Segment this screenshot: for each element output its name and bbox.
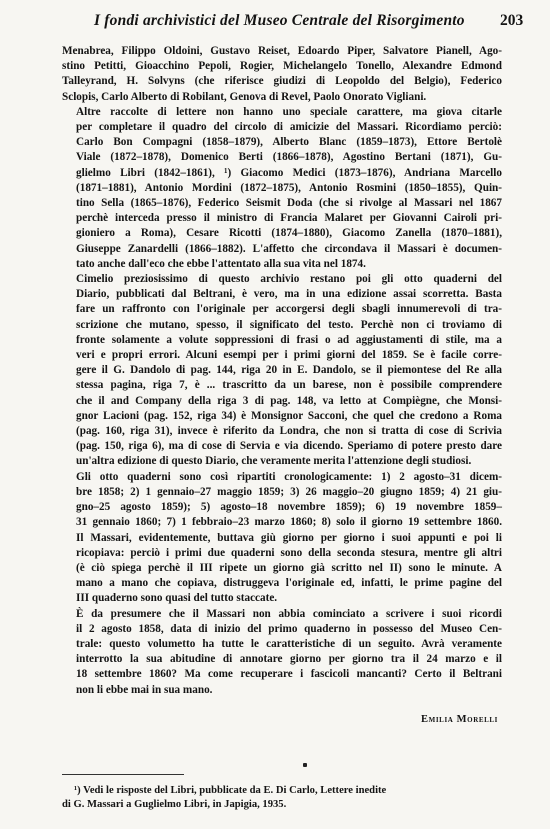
text-line: Menabrea, Filippo Oldoini, Gustavo Reiset, Edoardo Piper, Salvatore Pianell, Ago- [62, 45, 502, 57]
text-line: III quaderno sono quasi del tutto staccate. [76, 592, 278, 605]
text-line: È da presumere che il Massari non abbia cominciato a scrivere i suoi ricordi [76, 607, 502, 620]
text-line: mano a mano che copiava, distruggeva l'originale ed, infatti, le prime pagine del [76, 577, 502, 590]
text-line: tato anche dall'eco che ebbe l'attentato alla sua vita nel 1874. [76, 257, 366, 270]
text-line: Giuseppe Zanardelli (1866–1882). L'affetto che circondava il Massari è documen- [76, 242, 502, 255]
text-line: glielmo Libri (1842–1861), ¹) Giacomo Medici (1873–1876), Andriana Marcello [76, 166, 502, 179]
ink-dot [303, 763, 307, 767]
text-line: trale: questo volumetto ha tutte le caratteristiche di un seguito. Avrà veramente [76, 637, 502, 650]
footnote [62, 784, 502, 813]
text-line: Talleyrand, H. Solvyns (che riferisce giudizi di Leopoldo del Belgio), Federico [62, 75, 502, 88]
text-line: Diario, pubblicati dal Beltrani, è vero, ma in una edizione assai scorretta. Basta [76, 288, 502, 301]
text-line: fare un raffronto con l'originale per accorgersi degli sbagli innumerevoli di tra- [76, 303, 502, 316]
text-line: (è ciò spiega perchè il III ripete un giorno già scritto nel II) sono le minute. A [76, 561, 502, 574]
text-line: 18 settembre 1860? Ma come recuperare i fascicoli mancanti? Certo il Beltrani [76, 668, 502, 681]
running-title: I fondi archivistici del Museo Centrale del Risorgimento [94, 12, 465, 29]
page-number: 203 [500, 12, 524, 29]
text-line: non li ebbe mai in sua mano. [76, 683, 213, 696]
text-line: gno–25 agosto 1859); 5) agosto–18 novembre 1859); 6) 19 novembre 1859– [76, 501, 502, 514]
footnote-line: ¹) Vedi le risposte del Libri, pubblicate da E. Di Carlo, Lettere inedite [74, 785, 387, 796]
paragraph [62, 272, 502, 470]
paragraph [62, 607, 502, 698]
text-line: interrotto la sua abitudine di annotare giorno per giorno tra il 24 marzo e il [76, 653, 502, 666]
paragraph [62, 105, 502, 272]
text-line: stessa pagina, riga 7, è ... trascritto da un barese, non è possibile comprendere [76, 379, 502, 392]
text-line: 31 gennaio 1860; 7) 1 febbraio–23 marzo 1860; 8) solo il giorno 19 settembre 1860. [76, 516, 502, 529]
page-header [0, 12, 550, 32]
text-line: bre 1858; 2) 1 gennaio–27 maggio 1859; 3) 26 maggio–20 giugno 1859; 4) 21 giu- [76, 485, 502, 498]
text-line: Viale (1872–1878), Domenico Berti (1866–1878), Agostino Bertani (1871), Gu- [76, 151, 502, 164]
text-line: un'altra edizione di questo Diario, che veramente merita l'attenzione degli studiosi. [76, 455, 472, 468]
text-line: il 2 agosto 1858, data di inizio del primo quaderno in possesso del Museo Cen- [76, 622, 502, 635]
text-line: Sclopis, Carlo Alberto di Robilant, Genova di Revel, Paolo Onorato Vigliani. [62, 90, 427, 103]
text-line: ricopiava: perciò i primi due quaderni sono della seconda stesura, mentre gli altri [76, 546, 502, 559]
text-line: gnor Lacioni (pag. 152, riga 34) è Monsignor Sacconi, che quel che credono a Roma [76, 409, 502, 422]
text-line: che il and Company della riga 3 di pag. 148, va letto at Compiègne, che Monsi- [76, 394, 502, 407]
text-line: per completare il quadro del circolo di amicizie del Massari. Ricordiamo perciò: [76, 121, 502, 134]
paragraph [62, 470, 502, 607]
text-line: Cimelio preziosissimo di questo archivio restano poi gli otto quaderni del [76, 273, 502, 286]
text-line: (1871–1881), Antonio Mordini (1872–1875), Antonio Rosmini (1850–1855), Quin- [76, 181, 502, 194]
text-line: scrizione che mutano, spesso, il significato del testo. Perchè non ci troviamo di [76, 318, 502, 331]
text-line: Carlo Bon Compagni (1858–1879), Alberto Blanc (1859–1873), Ettore Bertolè [76, 136, 502, 149]
paragraph [62, 44, 502, 105]
text-line: fronte solamente a volute soppressioni di frasi o ad aggiustamenti di stile, ma a [76, 333, 502, 346]
text-line: tino Sella (1865–1876), Federico Seismit Doda (che si rivolge al Massari nel 1867 [76, 197, 502, 210]
text-line: perchè interceda presso il ministro di Francia Malaret per Giovanni Cairoli pri- [76, 212, 502, 225]
text-line: Gli otto quaderni sono così ripartiti cronologicamente: 1) 2 agosto–31 dicem- [76, 470, 502, 483]
footnote-line: di G. Massari a Guglielmo Libri, in Japigia, 1935. [62, 799, 287, 811]
text-line: (pag. 150, riga 6), ma di cose di Servia e via dicendo. Speriamo di potere presto dare [76, 440, 502, 453]
text-line: gioniero a Roma), Cesare Ricotti (1874–1880), Giacomo Zanella (1870–1881), [76, 227, 502, 240]
body-text [62, 44, 502, 698]
text-line: veri e propri errori. Alcuni esempi per i primi giorni del 1859. Se è facile corre- [76, 349, 502, 362]
text-line: stino Petitti, Gioacchino Pepoli, Rogier, Michelangelo Tonello, Alexandre Edmond [62, 60, 502, 73]
author-signature: Emilia Morelli [421, 714, 498, 725]
text-line: Il Massari, evidentemente, buttava giù giorno per giorno i suoi appunti e poi li [76, 531, 502, 544]
footnote-rule [62, 774, 184, 775]
text-line: gere il G. Dandolo di pag. 144, riga 20 in E. Dandolo, se il piemontese del Re alla [76, 364, 502, 377]
text-line: (pag. 160, riga 31), invece è riferito da Londra, che non si tratta di cose di Scrivia [76, 425, 502, 438]
text-line: Altre raccolte di lettere non hanno uno speciale carattere, ma giova citarle [76, 105, 502, 118]
